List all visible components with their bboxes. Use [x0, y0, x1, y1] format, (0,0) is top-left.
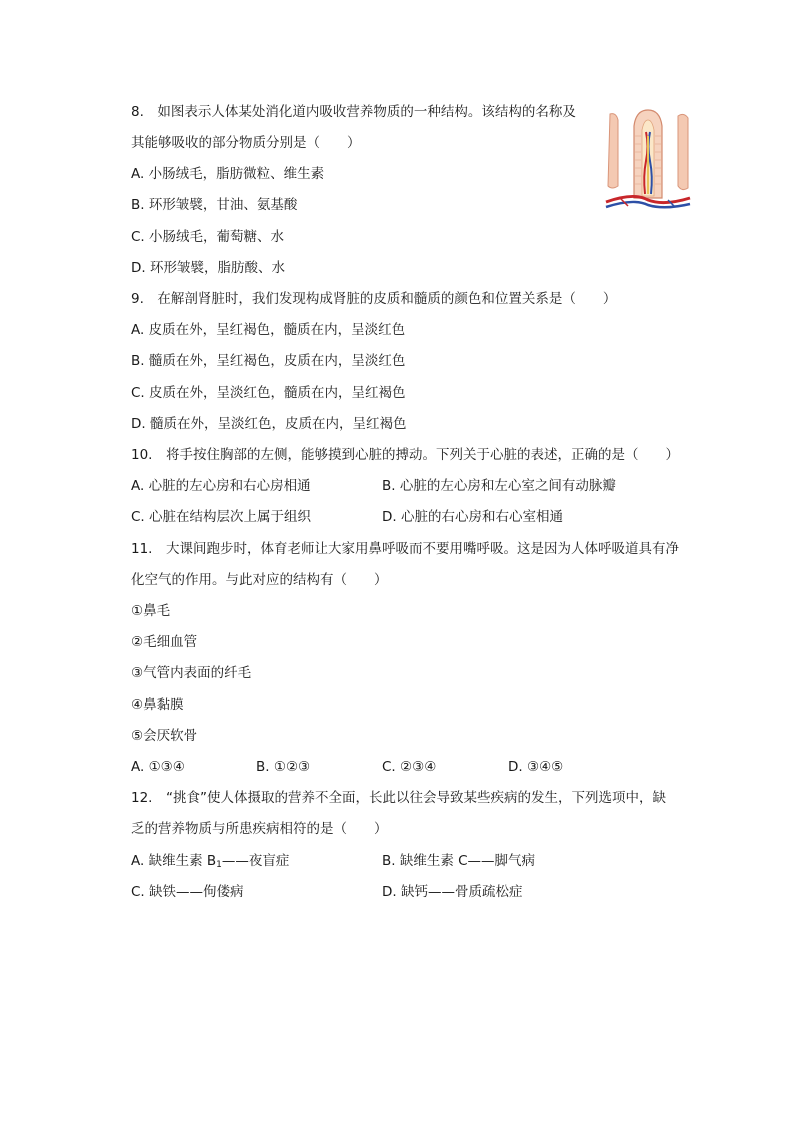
intestinal-villus-illustration	[604, 106, 692, 212]
q9-stem: 9. 在解剖肾脏时，我们发现构成肾脏的皮质和髓质的颜色和位置关系是（ ）	[131, 291, 617, 307]
q8-stem-line2: 其能够吸收的部分物质分别是（ ）	[131, 135, 361, 151]
q12-option-d: D. 缺钙——骨质疏松症	[382, 884, 523, 900]
q10-option-b: B. 心脏的左心房和左心室之间有动脉瓣	[382, 478, 616, 494]
q9-option-a: A. 皮质在外，呈红褐色，髓质在内，呈淡红色	[131, 322, 406, 338]
q8-option-b: B. 环形皱襞，甘油、氨基酸	[131, 197, 298, 213]
q12-stem-line2: 乏的营养物质与所患疾病相符的是（ ）	[131, 821, 388, 837]
q11-item-5: ⑤会厌软骨	[131, 728, 198, 744]
q9-option-b: B. 髓质在外，呈红褐色，皮质在内，呈淡红色	[131, 353, 406, 369]
q10-option-a: A. 心脏的左心房和右心房相通	[131, 478, 311, 494]
q12-option-a	[131, 851, 289, 875]
q8-option-d: D. 环形皱襞，脂肪酸、水	[131, 260, 285, 276]
q12-option-b: B. 缺维生素 C——脚气病	[382, 853, 536, 869]
q12-option-a-prefix: A. 缺维生素 B	[131, 853, 217, 869]
q10-stem: 10. 将手按住胸部的左侧，能够摸到心脏的搏动。下列关于心脏的表述，正确的是（ ）	[131, 447, 679, 463]
q12-option-c: C. 缺铁——佝偻病	[131, 884, 244, 900]
q10-option-c: C. 心脏在结构层次上属于组织	[131, 509, 312, 525]
q11-option-c: C. ②③④	[382, 759, 437, 775]
q12-stem-line1: 12. “挑食”使人体摄取的营养不全面，长此以往会导致某些疾病的发生，下列选项中，缺	[131, 790, 666, 806]
q9-option-c: C. 皮质在外，呈淡红色，髓质在内，呈红褐色	[131, 385, 406, 401]
q12-option-a-subscript: 1	[216, 860, 222, 870]
q11-item-1: ①鼻毛	[131, 603, 171, 619]
q8-stem-line1: 8. 如图表示人体某处消化道内吸收营养物质的一种结构。该结构的名称及	[131, 104, 576, 120]
q12-option-a-suffix: ——夜盲症	[221, 853, 290, 869]
q8-option-a: A. 小肠绒毛，脂肪微粒、维生素	[131, 166, 325, 182]
q11-option-b: B. ①②③	[256, 759, 311, 775]
q11-option-d: D. ③④⑤	[508, 759, 564, 775]
q11-item-2: ②毛细血管	[131, 634, 198, 650]
q11-stem-line2: 化空气的作用。与此对应的结构有（ ）	[131, 572, 388, 588]
q11-option-a: A. ①③④	[131, 759, 185, 775]
q11-item-4: ④鼻黏膜	[131, 697, 184, 713]
q11-stem-line1: 11. 大课间跑步时，体育老师让大家用鼻呼吸而不要用嘴呼吸。这是因为人体呼吸道具有净	[131, 541, 679, 557]
q11-item-3: ③气管内表面的纤毛	[131, 665, 252, 681]
q8-option-c: C. 小肠绒毛，葡萄糖、水	[131, 229, 285, 245]
q9-option-d: D. 髓质在外，呈淡红色，皮质在内，呈红褐色	[131, 416, 407, 432]
q10-option-d: D. 心脏的右心房和右心室相通	[382, 509, 563, 525]
